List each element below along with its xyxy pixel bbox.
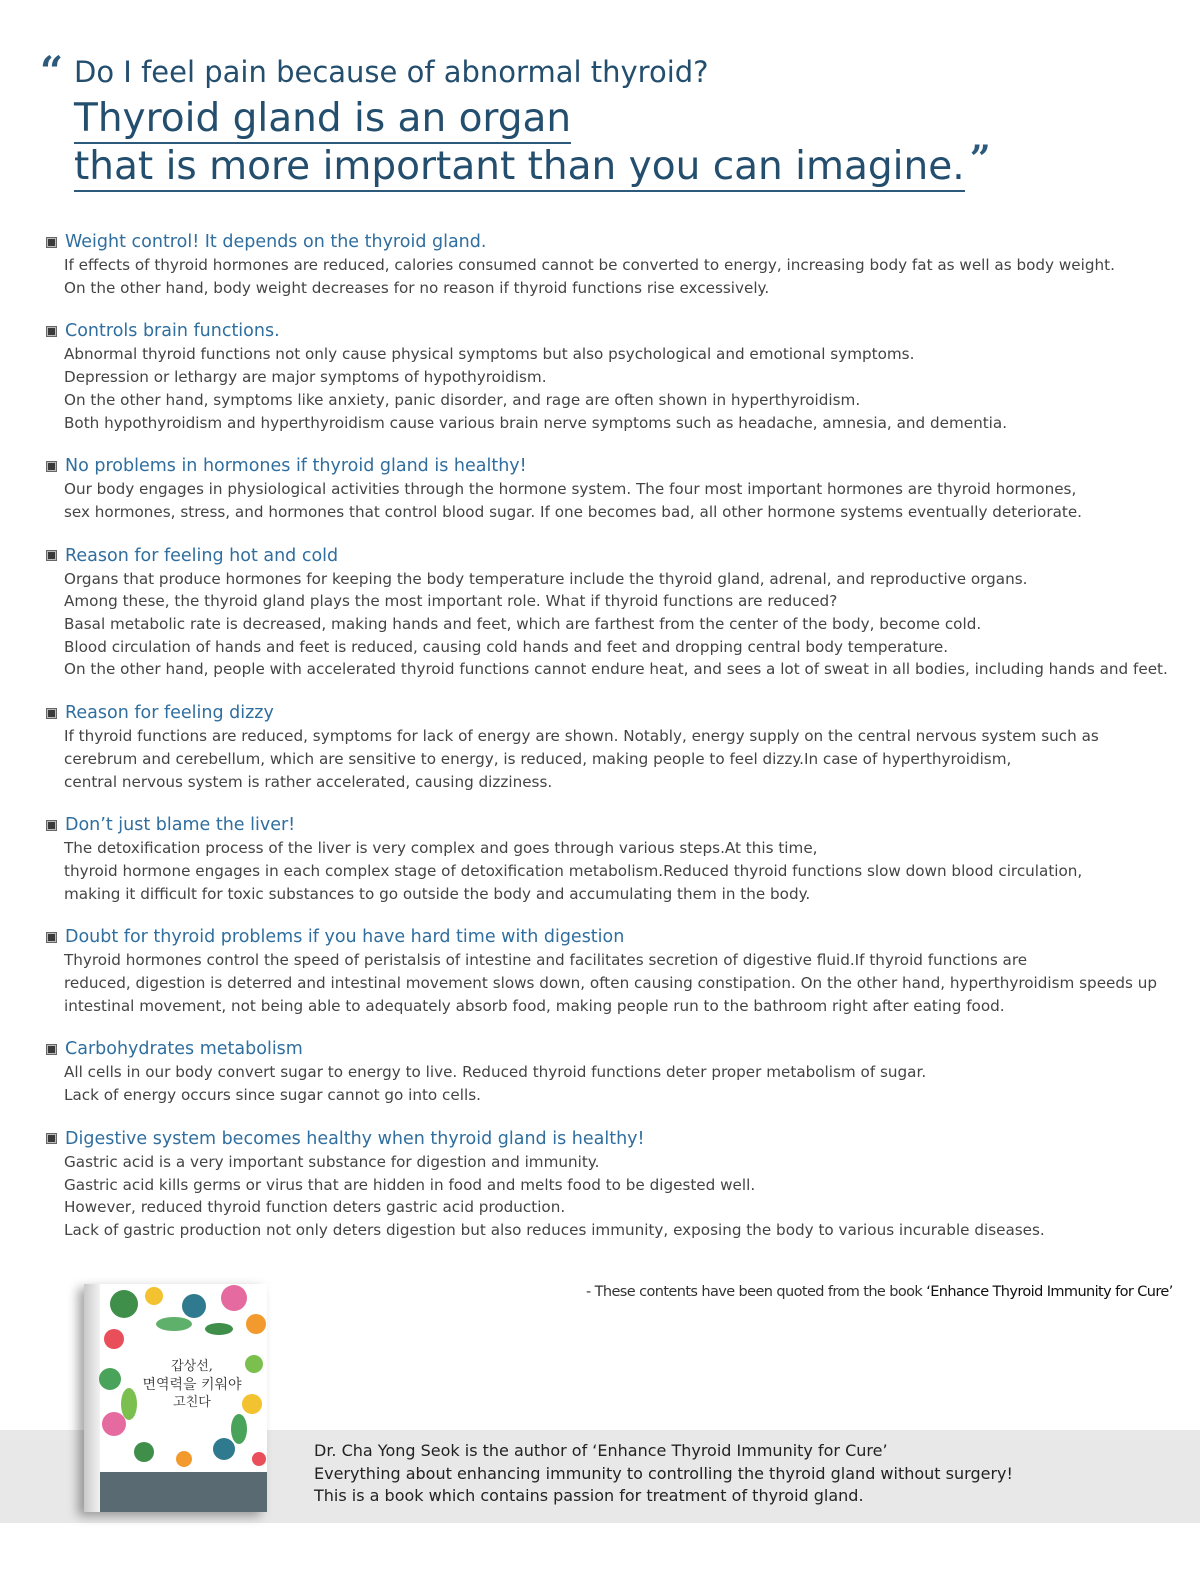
section-title: Reason for feeling dizzy — [65, 703, 274, 724]
section-body-line: If thyroid functions are reduced, symptoms for lack of energy are shown. Notably, energy supply on the central nervous system such as — [64, 727, 1099, 746]
section-body-line: Thyroid hormones control the speed of peristalsis of intestine and facilitates secretion of digestive fluid.If thyroid functions are — [64, 951, 1028, 970]
section-body-line: Lack of energy occurs since sugar cannot go into cells. — [64, 1086, 481, 1105]
section-body-line: intestinal movement, not being able to adequately absorb food, making people run to the bathroom right after eating food. — [64, 996, 1005, 1015]
section-body-line: Blood circulation of hands and feet is reduced, causing cold hands and feet and dropping central body temperature. — [64, 637, 949, 656]
section-body-line: Basal metabolic rate is decreased, making hands and feet, which are farthest from the center of the body, become cold. — [64, 615, 982, 634]
section-title: No problems in hormones if thyroid gland is healthy! — [65, 456, 527, 477]
section-2 — [46, 319, 1186, 434]
section-body-line: Gastric acid is a very important substance for digestion and immunity. — [64, 1152, 600, 1171]
source-note-book-title: ‘Enhance Thyroid Immunity for Cure’ — [926, 1284, 1173, 1300]
section-body-line: On the other hand, symptoms like anxiety, panic disorder, and rage are often shown in hyperthyroidism. — [64, 390, 861, 409]
headline-line-2: Thyroid gland is an organ — [74, 96, 571, 144]
section-header — [46, 454, 1186, 478]
square-bullet-icon — [46, 932, 57, 943]
section-header — [46, 230, 1186, 254]
section-header — [46, 544, 1186, 568]
section-body-line: Both hypothyroidism and hyperthyroidism cause various brain nerve symptoms such as headache, amnesia, and dementia. — [64, 413, 1008, 432]
section-body-line: Depression or lethargy are major symptoms of hypothyroidism. — [64, 368, 547, 387]
section-title: Controls brain functions. — [65, 321, 280, 342]
square-bullet-icon — [46, 237, 57, 248]
section-title: Reason for feeling hot and cold — [65, 545, 339, 566]
section-header — [46, 1037, 1186, 1061]
sections-list — [46, 230, 1186, 1262]
section-header — [46, 813, 1186, 837]
section-header — [46, 1127, 1186, 1151]
section-body-line: Organs that produce hormones for keeping the body temperature include the thyroid gland, adrenal, and reproductive organs. — [64, 569, 1028, 588]
section-3 — [46, 454, 1186, 523]
close-quote-mark: ” — [969, 138, 991, 180]
book-title-line-1: 갑상선, — [171, 1359, 213, 1374]
section-body-line: Abnormal thyroid functions not only cause physical symptoms but also psychological and emotional symptoms. — [64, 345, 915, 364]
book-cover-title — [132, 1358, 252, 1412]
author-line-3: This is a book which contains passion for treatment of thyroid gland. — [314, 1486, 864, 1506]
section-header — [46, 319, 1186, 343]
square-bullet-icon — [46, 461, 57, 472]
section-body-line: reduced, digestion is deterred and intestinal movement slows down, often causing constipation. On the other hand, hyperthyroidism speeds up — [64, 974, 1158, 993]
headline-line-3 — [74, 138, 991, 192]
section-body-line: cerebrum and cerebellum, which are sensitive to energy, is reduced, making people to feel dizzy.In case of hyperthyroidism, — [64, 749, 1012, 768]
section-body-line: sex hormones, stress, and hormones that control blood sugar. If one becomes bad, all other hormone systems eventually deteriorate. — [64, 502, 1082, 521]
section-body-line: On the other hand, body weight decreases for no reason if thyroid functions rise excessively. — [64, 278, 770, 297]
section-title: Carbohydrates metabolism — [65, 1039, 303, 1060]
section-body-line: However, reduced thyroid function deters gastric acid production. — [64, 1198, 566, 1217]
square-bullet-icon — [46, 820, 57, 831]
section-5 — [46, 701, 1186, 793]
section-body-line: Gastric acid kills germs or virus that are hidden in food and melts food to be digested well. — [64, 1175, 756, 1194]
open-quote-mark: “ — [40, 48, 64, 95]
section-body-line: thyroid hormone engages in each complex stage of detoxification metabolism.Reduced thyroid functions slow down blood circulation, — [64, 861, 1083, 880]
section-1 — [46, 230, 1186, 299]
section-body-line: On the other hand, people with accelerated thyroid functions cannot endure heat, and sees a lot of sweat in all bodies, including hands and feet. — [64, 660, 1168, 679]
section-body-line: making it difficult for toxic substances to go outside the body and accumulating them in the body. — [64, 884, 811, 903]
book-title-line-3: 고친다 — [173, 1395, 211, 1410]
section-body-line: Lack of gastric production not only deters digestion but also reduces immunity, exposing the body to various incurable diseases. — [64, 1220, 1045, 1239]
headline-question: Do I feel pain because of abnormal thyroid? — [74, 55, 709, 89]
section-body-line: Our body engages in physiological activities through the hormone system. The four most important hormones are thyroid hormones, — [64, 480, 1077, 499]
square-bullet-icon — [46, 1133, 57, 1144]
section-6 — [46, 813, 1186, 905]
source-note — [586, 1284, 1173, 1300]
section-body-line: central nervous system is rather accelerated, causing dizziness. — [64, 772, 553, 791]
section-body-line: Among these, the thyroid gland plays the most important role. What if thyroid functions are reduced? — [64, 592, 838, 611]
author-band — [314, 1440, 1013, 1508]
section-7 — [46, 925, 1186, 1017]
section-title: Digestive system becomes healthy when thyroid gland is healthy! — [65, 1128, 645, 1149]
author-line-1: Dr. Cha Yong Seok is the author of ‘Enhance Thyroid Immunity for Cure’ — [314, 1441, 888, 1460]
headline-line-3-text: that is more important than you can imagine. — [74, 144, 965, 189]
book-cover-image — [84, 1284, 267, 1512]
section-body-line: If effects of thyroid hormones are reduced, calories consumed cannot be converted to energy, increasing body fat as well as body weight. — [64, 256, 1115, 274]
square-bullet-icon — [46, 550, 57, 561]
square-bullet-icon — [46, 326, 57, 337]
section-body-line: All cells in our body convert sugar to energy to live. Reduced thyroid functions deter proper metabolism of sugar. — [64, 1063, 927, 1082]
section-title: Don’t just blame the liver! — [65, 815, 296, 836]
section-header — [46, 925, 1186, 949]
source-note-prefix: - These contents have been quoted from the book — [586, 1284, 927, 1300]
section-8 — [46, 1037, 1186, 1106]
square-bullet-icon — [46, 1044, 57, 1055]
section-header — [46, 701, 1186, 725]
section-9 — [46, 1127, 1186, 1242]
book-cover-bottom-strip — [100, 1472, 267, 1512]
section-body-line: The detoxification process of the liver is very complex and goes through various steps.At this time, — [64, 839, 818, 858]
square-bullet-icon — [46, 708, 57, 719]
author-line-2: Everything about enhancing immunity to controlling the thyroid gland without surgery! — [314, 1463, 1013, 1483]
book-title-line-2: 면역력을 키워야 — [142, 1377, 242, 1393]
section-4 — [46, 544, 1186, 682]
section-title: Weight control! It depends on the thyroid gland. — [65, 232, 487, 252]
section-title: Doubt for thyroid problems if you have hard time with digestion — [65, 927, 625, 948]
